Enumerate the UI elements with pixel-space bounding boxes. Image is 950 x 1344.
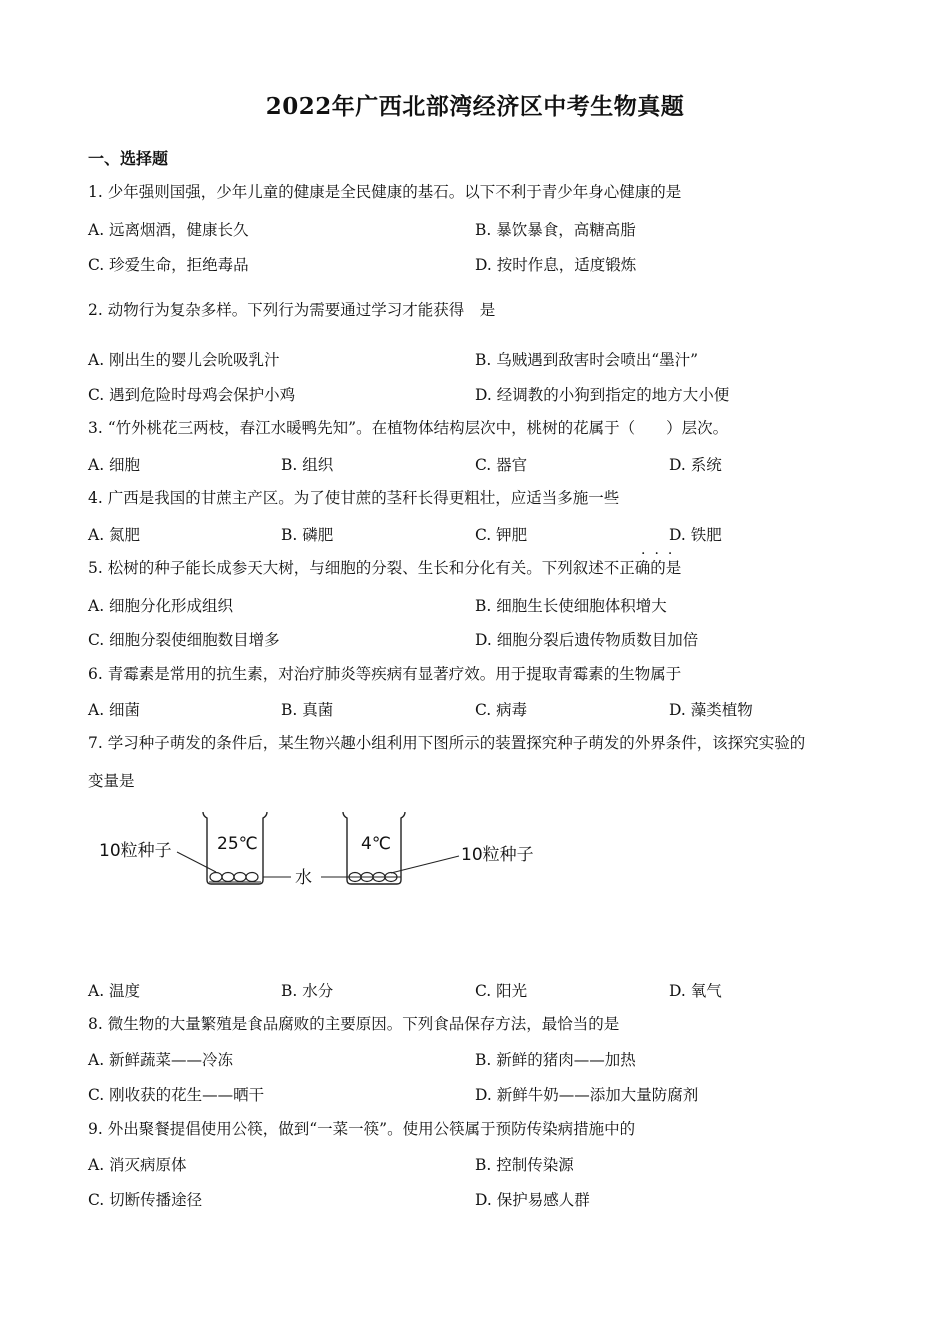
question-2-option-b: B. 乌贼遇到敌害时会喷出“墨汁” [475, 351, 699, 369]
question-9-option-a: A. 消灭病原体 [88, 1156, 187, 1174]
question-1-option-b: B. 暴饮暴食，高糖高脂 [475, 221, 636, 239]
question-5-option-b: B. 细胞生长使细胞体积增大 [475, 597, 667, 615]
left-seeds [210, 873, 258, 882]
question-5-option-d: D. 细胞分裂后遗传物质数目加倍 [475, 631, 699, 649]
question-8-option-d: D. 新鲜牛奶——添加大量防腐剂 [475, 1086, 699, 1104]
emphasis-dots: ··· [641, 546, 682, 562]
page-title: 2022年广西北部湾经济区中考生物真题 [265, 93, 685, 120]
question-5-option-a: A. 细胞分化形成组织 [88, 597, 234, 615]
left-seed-label: 10粒种子 [99, 841, 172, 861]
question-9-stem: 9. 外出聚餐提倡使用公筷，做到“一菜一筷”。使用公筷属于预防传染病措施中的 [88, 1120, 636, 1138]
question-4-stem: 4. 广西是我国的甘蔗主产区。为了使甘蔗的茎秆长得更粗壮，应适当多施一些 [88, 489, 620, 507]
question-4-option-d: D. 铁肥 [669, 526, 722, 544]
question-4-option-a: A. 氮肥 [88, 526, 141, 544]
question-3-option-c: C. 器官 [475, 456, 528, 474]
question-6-option-d: D. 藻类植物 [669, 701, 753, 719]
left-temperature: 25℃ [217, 834, 258, 854]
question-3-option-a: A. 细胞 [88, 456, 141, 474]
question-7-option-a: A. 温度 [88, 982, 141, 1000]
question-1-stem: 1. 少年强则国强，少年儿童的健康是全民健康的基石。以下不利于青少年身心健康的是 [88, 183, 682, 201]
question-3-option-d: D. 系统 [669, 456, 722, 474]
question-6-option-a: A. 细菌 [88, 701, 141, 719]
question-1-option-c: C. 珍爱生命，拒绝毒品 [88, 256, 249, 274]
question-2-option-c: C. 遇到危险时母鸡会保护小鸡 [88, 386, 296, 404]
question-6-option-c: C. 病毒 [475, 701, 528, 719]
right-seed-label: 10粒种子 [461, 845, 534, 865]
question-5-stem: 5. 松树的种子能长成参天大树，与细胞的分裂、生长和分化有关。下列叙述不正确的是 [88, 559, 682, 577]
question-7-option-c: C. 阳光 [475, 982, 528, 1000]
question-6-stem: 6. 青霉素是常用的抗生素，对治疗肺炎等疾病有显著疗效。用于提取青霉素的生物属于 [88, 665, 682, 683]
question-7-stem-continued: 变量是 [88, 772, 135, 790]
question-8-option-a: A. 新鲜蔬菜——冷冻 [88, 1051, 234, 1069]
question-4-option-b: B. 磷肥 [281, 526, 334, 544]
question-9-option-b: B. 控制传染源 [475, 1156, 574, 1174]
section-heading: 一、选择题 [88, 149, 169, 168]
right-beaker [321, 812, 405, 884]
left-leader-line [177, 852, 216, 872]
question-2-option-d: D. 经调教的小狗到指定的地方大小便 [475, 386, 730, 404]
question-8-stem: 8. 微生物的大量繁殖是食品腐败的主要原因。下列食品保存方法，最恰当的是 [88, 1015, 620, 1033]
question-9-option-c: C. 切断传播途径 [88, 1191, 203, 1209]
seed-germination-figure [95, 800, 555, 910]
question-7-option-b: B. 水分 [281, 982, 334, 1000]
question-7-stem: 7. 学习种子萌发的条件后，某生物兴趣小组利用下图所示的装置探究种子萌发的外界条件，该探究实验的 [88, 734, 806, 752]
question-3-stem: 3. “竹外桃花三两枝，春江水暖鸭先知”。在植物体结构层次中，桃树的花属于（ ）层次。 [88, 419, 729, 437]
question-2-stem: 2. 动物行为复杂多样。下列行为需要通过学习才能获得 是 [88, 301, 496, 319]
left-beaker [203, 812, 267, 884]
question-3-option-b: B. 组织 [281, 456, 334, 474]
question-8-option-c: C. 刚收获的花生——晒干 [88, 1086, 265, 1104]
question-4-option-c: C. 钾肥 [475, 526, 528, 544]
question-6-option-b: B. 真菌 [281, 701, 334, 719]
right-temperature: 4℃ [361, 834, 391, 854]
question-9-option-d: D. 保护易感人群 [475, 1191, 590, 1209]
water-label: 水 [295, 868, 312, 888]
question-2-option-a: A. 刚出生的婴儿会吮吸乳汁 [88, 351, 280, 369]
question-1-option-a: A. 远离烟酒，健康长久 [88, 221, 249, 239]
question-8-option-b: B. 新鲜的猪肉——加热 [475, 1051, 636, 1069]
question-7-option-d: D. 氧气 [669, 982, 722, 1000]
question-5-option-c: C. 细胞分裂使细胞数目增多 [88, 631, 280, 649]
question-1-option-d: D. 按时作息，适度锻炼 [475, 256, 637, 274]
